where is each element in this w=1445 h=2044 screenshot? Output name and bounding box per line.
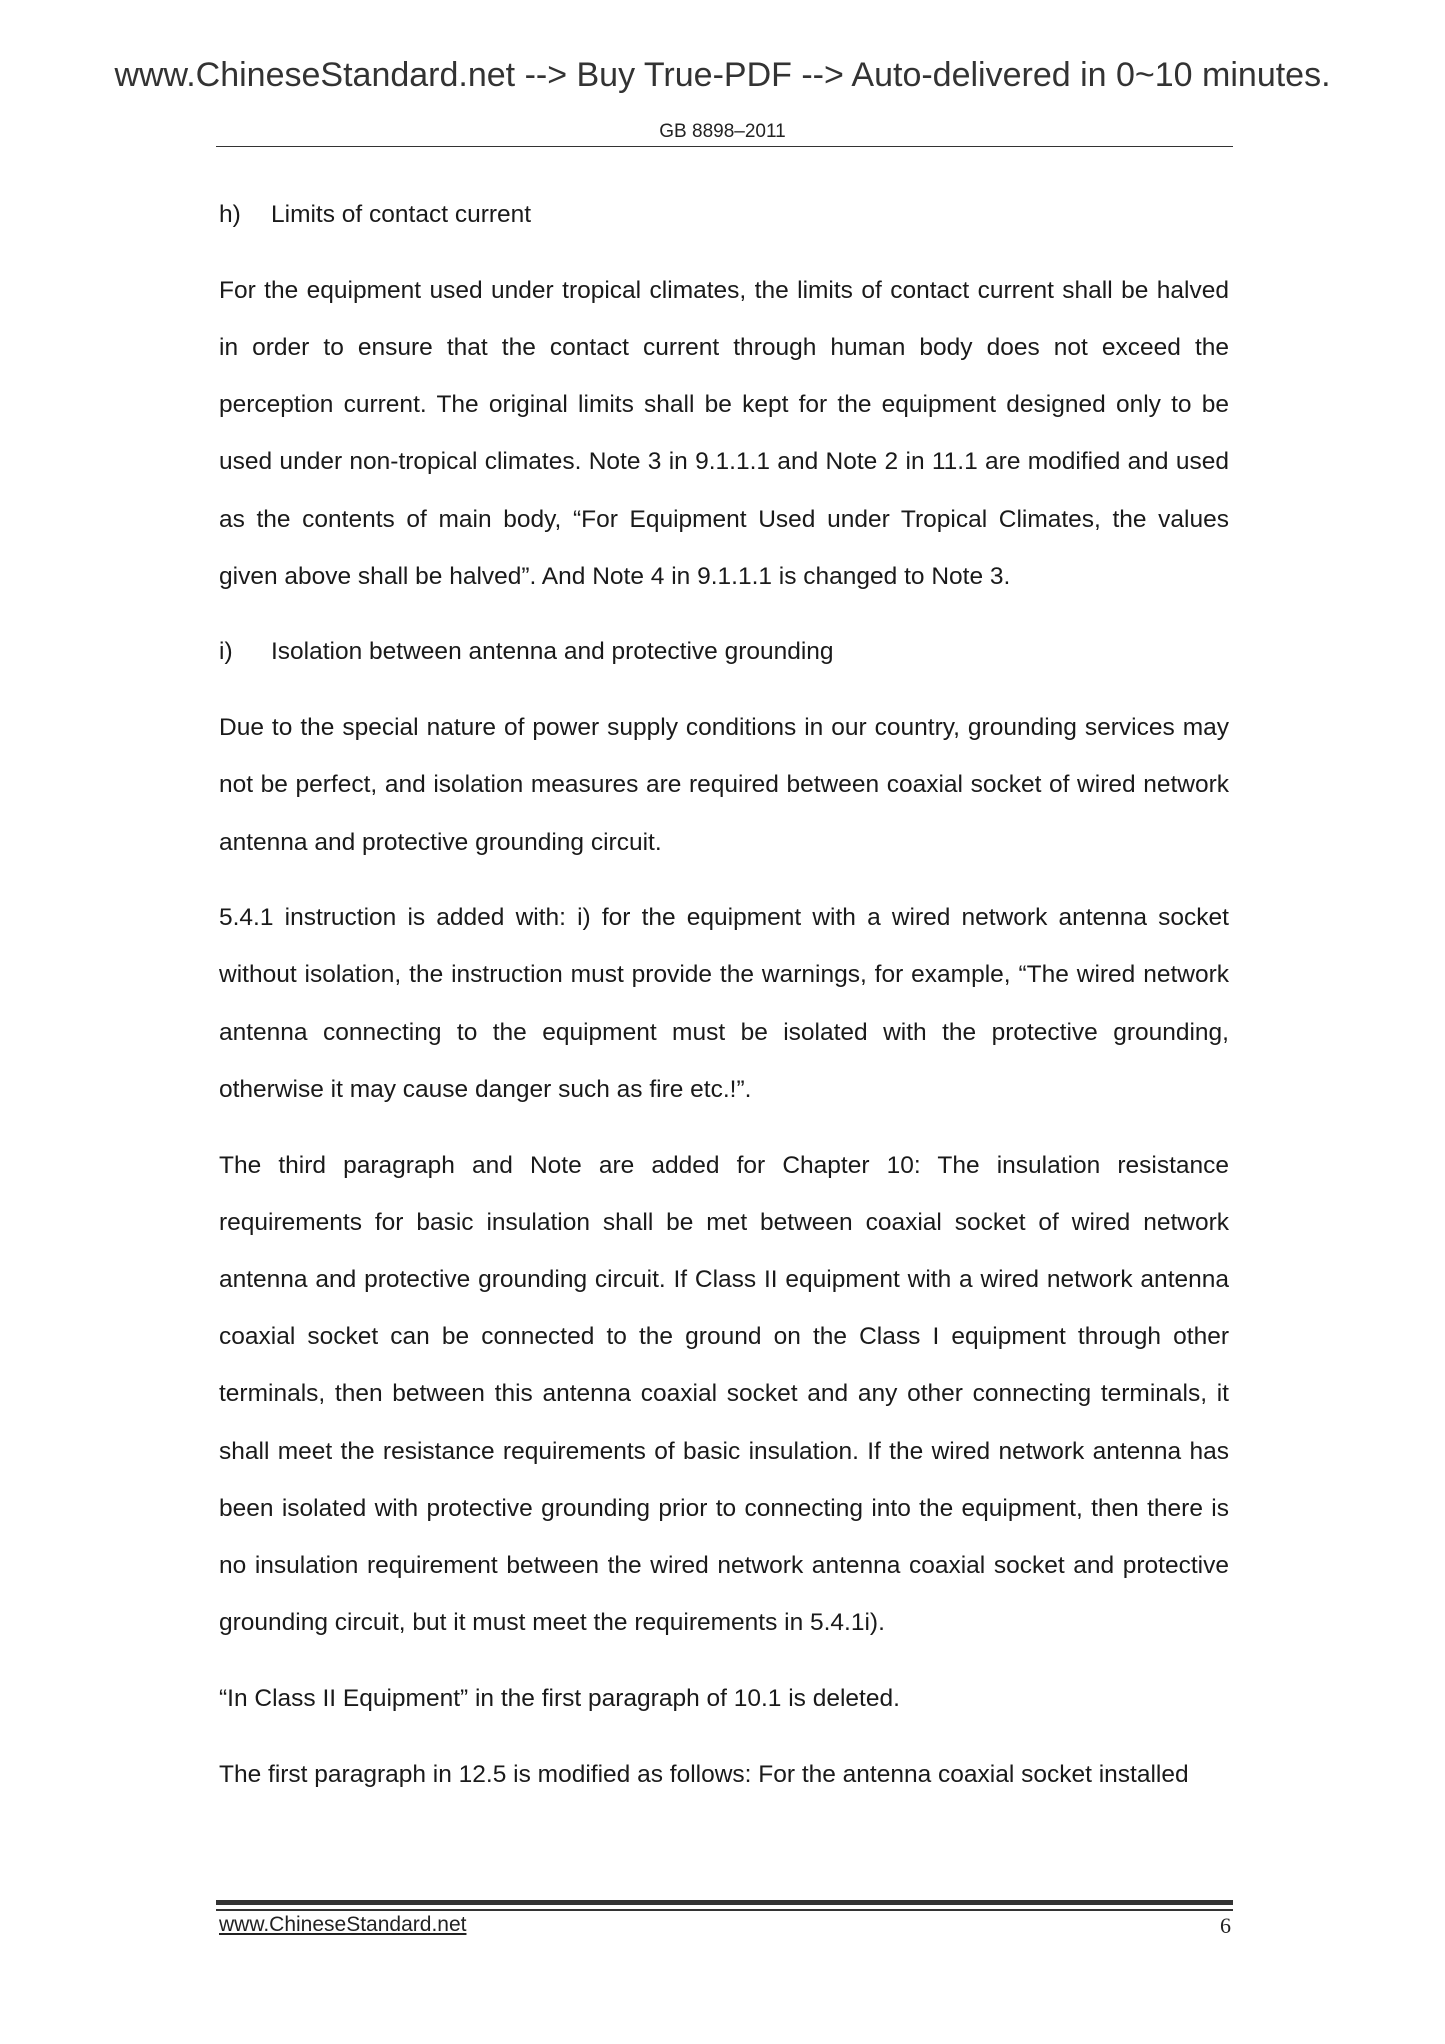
footer-website-link[interactable]: www.ChineseStandard.net — [219, 1913, 467, 1936]
document-body — [219, 186, 1229, 1803]
footer-divider-thin — [216, 1909, 1233, 1911]
footer-divider-thick — [216, 1900, 1233, 1905]
download-banner: www.ChineseStandard.net --> Buy True-PDF --> Auto-delivered in 0~10 minutes. — [114, 56, 1331, 94]
page-number: 6 — [1220, 1913, 1231, 1938]
section-heading: Limits of contact current — [271, 201, 532, 228]
list-item-i — [219, 623, 1229, 680]
paragraph: 5.4.1 instruction is added with: i) for the equipment with a wired network antenna socket without isolation, the instruction must provide the warnings, for example, “The wired network antenna connecting to the equipment must be isolated with the protective grounding, otherwise it may cause danger such as fire etc.!”. — [219, 904, 1229, 1103]
paragraph: The first paragraph in 12.5 is modified as follows: For the antenna coaxial socket installed — [219, 1760, 1189, 1788]
list-marker: i) — [219, 638, 233, 666]
paragraph: The third paragraph and Note are added for Chapter 10: The insulation resistance requirements for basic insulation shall be met between coaxial socket of wired network antenna and protective grounding circuit. If Class II equipment with a wired network antenna coaxial socket can be connected to the ground on the Class I equipment through other terminals, then between this antenna coaxial socket and any other connecting terminals, it shall meet the resistance requirements of basic insulation. If the wired network antenna has been isolated with protective grounding prior to connecting into the equipment, then there is no insulation requirement between the wired network antenna coaxial socket and protective grounding circuit, but it must meet the requirements in 5.4.1i). — [219, 1151, 1229, 1637]
paragraph: For the equipment used under tropical climates, the limits of contact current shall be halved in order to ensure that the contact current through human body does not exceed the perception current. The original limits shall be kept for the equipment designed only to be used under non-tropical climates. Note 3 in 9.1.1.1 and Note 2 in 11.1 are modified and used as the contents of main body, “For Equipment Used under Tropical Climates, the values given above shall be halved”. And Note 4 in 9.1.1.1 is changed to Note 3. — [219, 276, 1229, 590]
standard-code-header: GB 8898–2011 — [659, 121, 786, 142]
paragraph: Due to the special nature of power supply conditions in our country, grounding services may not be perfect, and isolation measures are required between coaxial socket of wired network antenna and protective grounding circuit. — [219, 714, 1229, 856]
header-divider — [216, 146, 1233, 147]
paragraph: “In Class II Equipment” in the first paragraph of 10.1 is deleted. — [219, 1684, 900, 1712]
list-item-h — [219, 186, 1229, 243]
section-heading: Isolation between antenna and protective grounding — [271, 638, 834, 666]
list-marker: h) — [219, 201, 241, 228]
